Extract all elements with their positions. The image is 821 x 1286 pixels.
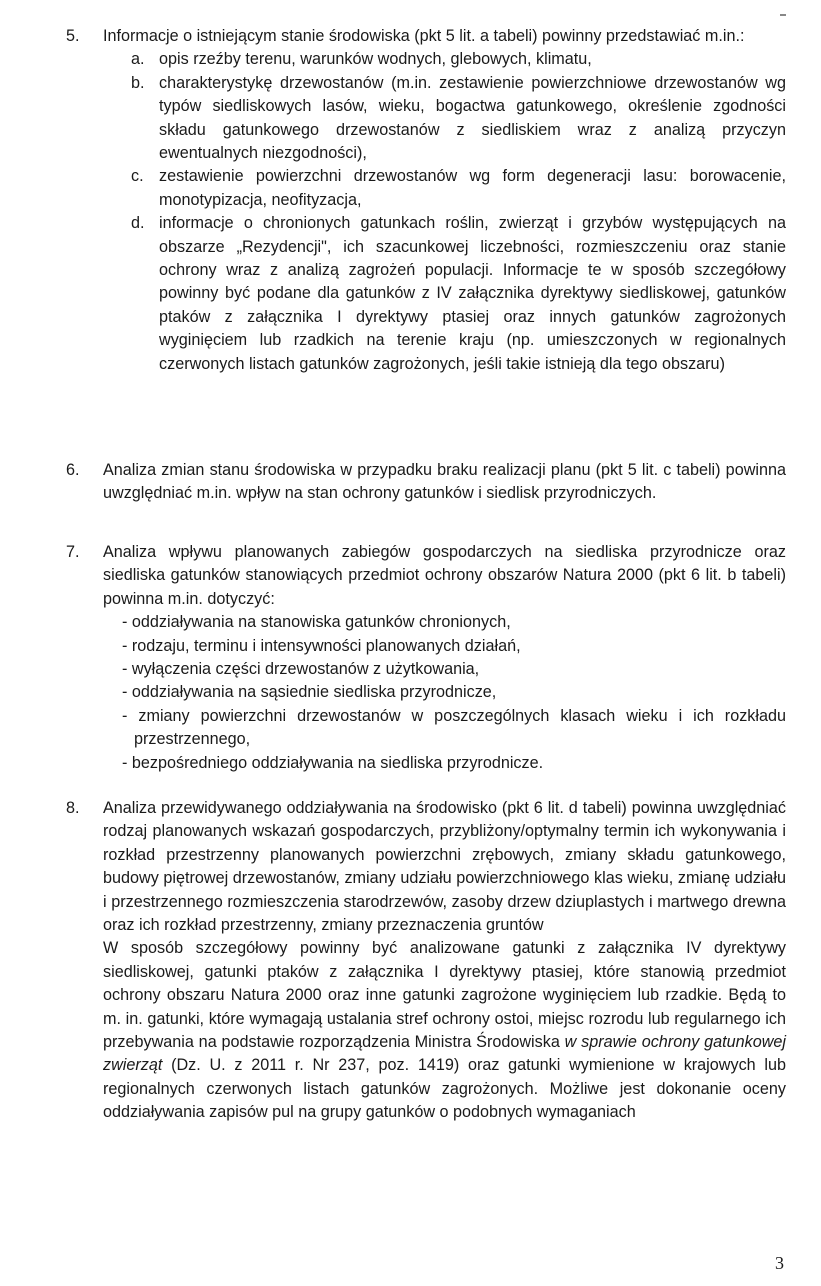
- dash-item: - rodzaju, terminu i intensywności planowanych działań,: [122, 636, 521, 655]
- detail-paragraph: [103, 937, 786, 1124]
- item-text: Informacje o istniejącym stanie środowiska (pkt 5 lit. a tabeli) powinny przedstawiać m.in.:: [103, 27, 745, 45]
- subitem-a: [103, 48, 786, 71]
- item-text: Analiza wpływu planowanych zabiegów gospodarczych na siedliska przyrodnicze oraz siedliska gatunków stanowiących przedmiot ochrony obszarów Natura 2000 (pkt 6 lit. b tabeli) powinna m.in. dotyczyć:: [103, 543, 786, 608]
- list-item-7: [66, 541, 786, 775]
- subitem-b: [103, 72, 786, 166]
- regulation-title: w sprawie ochrony gatunkowej zwierząt: [103, 1033, 786, 1075]
- list-item-5: [66, 25, 786, 376]
- item-number: 6.: [66, 461, 80, 479]
- subitem-letter: b.: [131, 73, 145, 92]
- dash-item: - oddziaływania na stanowiska gatunków chronionych,: [122, 613, 511, 632]
- scan-mark: [780, 14, 786, 16]
- dash-item: - oddziaływania na sąsiednie siedliska przyrodnicze,: [122, 683, 497, 702]
- subitem-letter: d.: [131, 214, 145, 233]
- list-item-6: [66, 459, 786, 506]
- item-number: 5.: [66, 27, 80, 45]
- page-number: 3: [775, 1253, 784, 1273]
- list-item-8: [66, 797, 786, 1125]
- subitem-d: [103, 212, 786, 376]
- subitem-c: [103, 165, 786, 212]
- paragraph-text: W sposób szczegółowy powinny być analizowane gatunki z załącznika IV dyrektywy siedliskowej, gatunki ptaków z załącznika I dyrektywy ptasiej, które stanowią przedmiot ochrony obszaru Natura 2000 oraz inne gatunki zagrożone wyginięciem lub rzadkie. Będą to m. in. gatunki, które wymagają ustalania stref ochrony ostoi, miejsc rozrodu lub regularnego ich przebywania na podstawie rozporządzenia Ministra Środowiska: [103, 939, 786, 1052]
- dash-item: - bezpośredniego oddziaływania na siedliska przyrodnicze.: [122, 753, 544, 772]
- subitem-letter: a.: [131, 50, 145, 69]
- subitem-text: informacje o chronionych gatunkach roślin, zwierząt i grzybów występujących na obszarze „Rezydencji", ich szacunkowej liczebności, rozmieszczeniu oraz stanie ochrony wraz z analizą zagrożeń populacji. Informacje te w sposób szczegółowy powinny być podane dla gatunków z IV załącznika dyrektywy siedliskowej, gatunków ptaków z załącznika I dyrektywy ptasiej oraz innych gatunków zagrożonych wyginięciem lub rzadkich na terenie kraju (np. umieszczonych w regionalnych czerwonych listach gatunków zagrożonych, jeśli takie istnieją dla tego obszaru): [159, 214, 786, 373]
- item-text: Analiza przewidywanego oddziaływania na środowisko (pkt 6 lit. d tabeli) powinna uwzględniać rodzaj planowanych wskazań gospodarczych, przybliżony/optymalny termin ich wykonywania i rozkład przestrzenny planowanych powierzchni zrębowych, zmiany składu gatunkowego, budowy piętrowej drzewostanów, zmiany udziału powierzchniowego klas wieku, zmianę udziału i przestrzennego rozmieszczenia starodrzewów, zasoby drzew dziuplastych i martwego drewna oraz ich rozkład przestrzenny, zmiany przeznaczenia gruntów: [103, 799, 786, 935]
- subitem-letter: c.: [131, 167, 144, 186]
- dash-item: - zmiany powierzchni drzewostanów w poszczególnych klasach wieku i ich rozkładu przestrzennego,: [122, 706, 786, 749]
- paragraph-text: (Dz. U. z 2011 r. Nr 237, poz. 1419) oraz gatunki wymienione w krajowych lub regionalnych czerwonych listach gatunków zagrożonych. Możliwe jest dokonanie oceny oddziaływania zapisów pul na grupy gatunków o podobnych wymaganiach: [103, 1056, 786, 1122]
- subitem-text: opis rzeźby terenu, warunków wodnych, glebowych, klimatu,: [159, 50, 592, 69]
- item-number: 8.: [66, 799, 80, 817]
- dash-item: - wyłączenia części drzewostanów z użytkowania,: [122, 660, 480, 679]
- item-number: 7.: [66, 543, 80, 561]
- item-text: Analiza zmian stanu środowiska w przypadku braku realizacji planu (pkt 5 lit. c tabeli) powinna uwzględniać m.in. wpływ na stan ochrony gatunków i siedlisk przyrodniczych.: [103, 461, 786, 503]
- subitem-text: charakterystykę drzewostanów (m.in. zestawienie powierzchniowe drzewostanów wg typów siedliskowych lasów, wieku, bogactwa gatunkowego, określenie zgodności składu gatunkowego drzewostanów z siedliskiem wraz z analizą przyczyn ewentualnych niezgodności),: [159, 73, 786, 163]
- subitem-text: zestawienie powierzchni drzewostanów wg form degeneracji lasu: borowacenie, monotypizacja, neofityzacja,: [159, 167, 786, 209]
